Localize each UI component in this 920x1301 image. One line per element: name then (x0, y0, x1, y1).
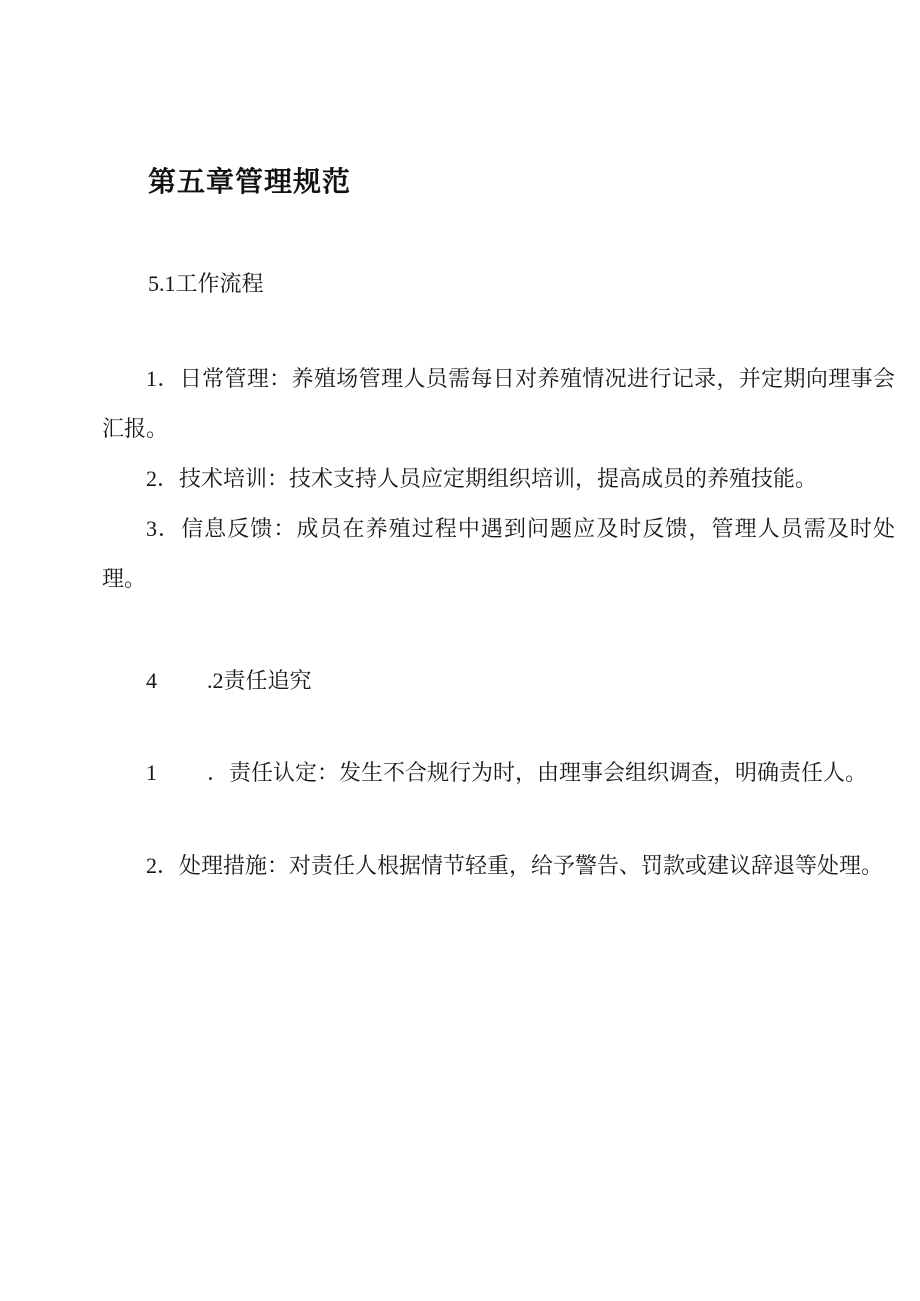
list-item-information-feedback: 3．信息反馈：成员在养殖过程中遇到问题应及时反馈，管理人员需及时处理。 (102, 516, 895, 591)
section-heading-text: .2责任追究 (207, 668, 312, 693)
list-item-handling-measures: 2．处理措施：对责任人根据情节轻重，给予警告、罚款或建议辞退等处理。 (146, 853, 884, 878)
section-heading-number: 4 (146, 668, 157, 693)
list-item-number: 1 (146, 760, 157, 785)
chapter-title: 第五章管理规范 (148, 166, 352, 197)
section-heading-workflow: 5.1工作流程 (148, 271, 264, 296)
section-heading-responsibility (102, 656, 895, 706)
list-item-technical-training: 2．技术培训：技术支持人员应定期组织培训，提高成员的养殖技能。 (146, 466, 818, 491)
list-item-daily-management: 1．日常管理：养殖场管理人员需每日对养殖情况进行记录，并定期向理事会汇报。 (102, 366, 895, 441)
list-item-text: ．责任认定：发生不合规行为时，由理事会组织调查，明确责任人。 (207, 760, 868, 785)
workflow-items (102, 354, 895, 604)
list-item-responsibility-determination (102, 748, 895, 798)
